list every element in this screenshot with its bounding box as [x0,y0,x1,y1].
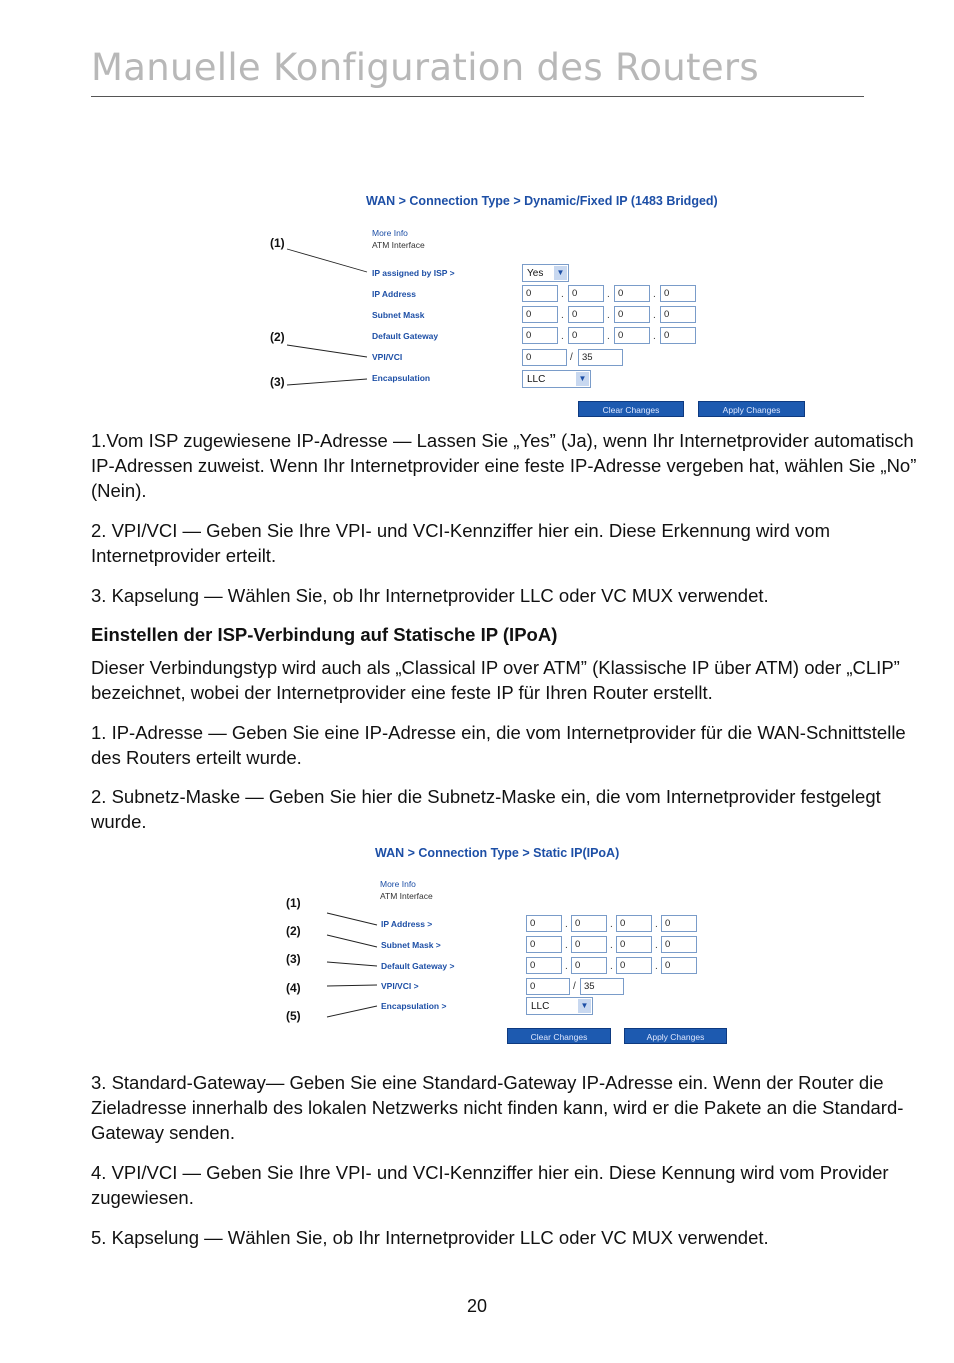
octet-separator: . [655,940,658,951]
subnet-octet-field[interactable]: 0 [614,306,650,323]
callout-5: (5) [286,1009,301,1023]
chevron-down-icon: ▼ [576,372,589,386]
subnet-mask-label: Subnet Mask [372,310,425,320]
ip-octet-field[interactable]: 0 [526,915,562,932]
callout-2: (2) [270,330,285,344]
default-gateway-label: Default Gateway [372,331,439,341]
vpi-vci-label: VPI/VCI > [381,981,419,991]
vci-field[interactable]: 35 [578,349,623,366]
subnet-octet-field[interactable]: 0 [571,936,607,953]
octet-separator: . [561,310,564,321]
subnet-octet-field[interactable]: 0 [660,306,696,323]
callout-1: (1) [270,236,285,250]
octet-separator: . [610,919,613,930]
clear-changes-button[interactable]: Clear Changes [507,1028,611,1044]
callout-3: (3) [286,952,301,966]
clear-changes-button[interactable]: Clear Changes [578,401,684,417]
subnet-octet-field[interactable]: 0 [522,306,558,323]
gateway-octet-field[interactable]: 0 [568,327,604,344]
paragraph-encapsulation-2: 5. Kapselung — Wählen Sie, ob Ihr Internetprovider LLC oder VC MUX verwendet. [91,1227,769,1248]
ip-assigned-value: Yes [527,268,544,279]
octet-separator: . [655,919,658,930]
paragraph-vpi-vci: 2. VPI/VCI — Geben Sie Ihre VPI- und VCI-Kennziffer hier ein. Diese Erkennung wird vom Internetprovider erteilt. [91,520,830,566]
subnet-octet-field[interactable]: 0 [526,936,562,953]
paragraph-vpi-vci-2: 4. VPI/VCI — Geben Sie Ihre VPI- und VCI-Kennziffer hier ein. Diese Kennung wird vom Provider zugewiesen. [91,1162,889,1208]
callout-2: (2) [286,924,301,938]
paragraph-encapsulation: 3. Kapselung — Wählen Sie, ob Ihr Internetprovider LLC oder VC MUX verwendet. [91,585,769,606]
vpi-field[interactable]: 0 [522,349,567,366]
octet-separator: . [561,331,564,342]
atm-interface-label: ATM Interface [380,891,433,901]
ip-octet-field[interactable]: 0 [614,285,650,302]
subnet-octet-field[interactable]: 0 [568,306,604,323]
page-number: 20 [466,1296,488,1316]
octet-separator: . [655,961,658,972]
more-info-link[interactable]: More Info [380,879,416,889]
more-info-link[interactable]: More Info [372,228,408,238]
subnet-mask-label: Subnet Mask > [381,940,441,950]
apply-changes-button[interactable]: Apply Changes [624,1028,727,1044]
gateway-octet-field[interactable]: 0 [661,957,697,974]
chevron-down-icon: ▼ [554,266,567,280]
callout-1: (1) [286,896,301,910]
vpi-field[interactable]: 0 [526,978,570,995]
octet-separator: . [653,310,656,321]
octet-separator: . [610,961,613,972]
encapsulation-label: Encapsulation > [381,1001,447,1011]
paragraph-default-gateway: 3. Standard-Gateway— Geben Sie eine Standard-Gateway IP-Adresse ein. Wenn der Router die Zieladresse innerhalb des lokalen Netzwerks nicht finden kann, wird er die Pakete an die Standard-Gateway senden. [91,1072,904,1143]
octet-separator: . [565,919,568,930]
chevron-down-icon: ▼ [578,999,591,1013]
ip-octet-field[interactable]: 0 [522,285,558,302]
ip-address-label: IP Address [372,289,416,299]
atm-interface-label: ATM Interface [372,240,425,250]
callout-4: (4) [286,981,301,995]
paragraph-ip-assigned: 1.Vom ISP zugewiesene IP-Adresse — Lassen Sie „Yes” (Ja), wenn Ihr Internetprovider automatisch IP-Adressen zuweist. Wenn Ihr Internetprovider eine feste IP-Adresse vergeben hat, wählen Sie „No” (Nein). [91,430,917,501]
encapsulation-label: Encapsulation [372,373,431,383]
vci-field[interactable]: 35 [580,978,624,995]
gateway-octet-field[interactable]: 0 [526,957,562,974]
gateway-octet-field[interactable]: 0 [616,957,652,974]
apply-changes-button[interactable]: Apply Changes [698,401,805,417]
page-title: Manuelle Konfiguration des Routers [91,46,759,89]
ip-octet-field[interactable]: 0 [571,915,607,932]
octet-separator: . [653,289,656,300]
default-gateway-label: Default Gateway > [381,961,455,971]
gateway-octet-field[interactable]: 0 [614,327,650,344]
octet-separator: . [607,310,610,321]
ip-octet-field[interactable]: 0 [660,285,696,302]
vpi-vci-separator: / [570,352,573,363]
octet-separator: . [653,331,656,342]
paragraph-ip-address: 1. IP-Adresse — Geben Sie eine IP-Adresse ein, die vom Internetprovider für die WAN-Schnittstelle des Routers erteilt wurde. [91,722,906,768]
gateway-octet-field[interactable]: 0 [660,327,696,344]
subnet-octet-field[interactable]: 0 [661,936,697,953]
section-heading: Einstellen der ISP-Verbindung auf Statische IP (IPoA) [91,624,558,645]
octet-separator: . [610,940,613,951]
octet-separator: . [565,940,568,951]
octet-separator: . [607,289,610,300]
gateway-octet-field[interactable]: 0 [522,327,558,344]
encapsulation-value: LLC [527,374,546,385]
vpi-vci-label: VPI/VCI [372,352,403,362]
ip-assigned-label: IP assigned by ISP > [372,268,455,278]
ip-address-label: IP Address > [381,919,433,929]
ip-octet-field[interactable]: 0 [616,915,652,932]
octet-separator: . [607,331,610,342]
paragraph-subnet-mask: 2. Subnetz-Maske — Geben Sie hier die Subnetz-Maske ein, die vom Internetprovider festgelegt wurde. [91,786,881,832]
figure2-title: WAN > Connection Type > Static IP(IPoA) [375,846,620,860]
encapsulation-select[interactable] [526,997,593,1015]
callout-3: (3) [270,375,285,389]
gateway-octet-field[interactable]: 0 [571,957,607,974]
octet-separator: . [565,961,568,972]
paragraph-ipoa-intro: Dieser Verbindungstyp wird auch als „Classical IP over ATM” (Klassische IP über ATM) oder „CLIP” bezeichnet, wobei der Internetprovider eine feste IP für Ihren Router erstellt. [91,657,900,703]
subnet-octet-field[interactable]: 0 [616,936,652,953]
vpi-vci-separator: / [573,981,576,992]
ip-octet-field[interactable]: 0 [568,285,604,302]
encapsulation-value: LLC [531,1001,550,1012]
figure1-title: WAN > Connection Type > Dynamic/Fixed IP (1483 Bridged) [366,194,718,208]
octet-separator: . [561,289,564,300]
ip-octet-field[interactable]: 0 [661,915,697,932]
